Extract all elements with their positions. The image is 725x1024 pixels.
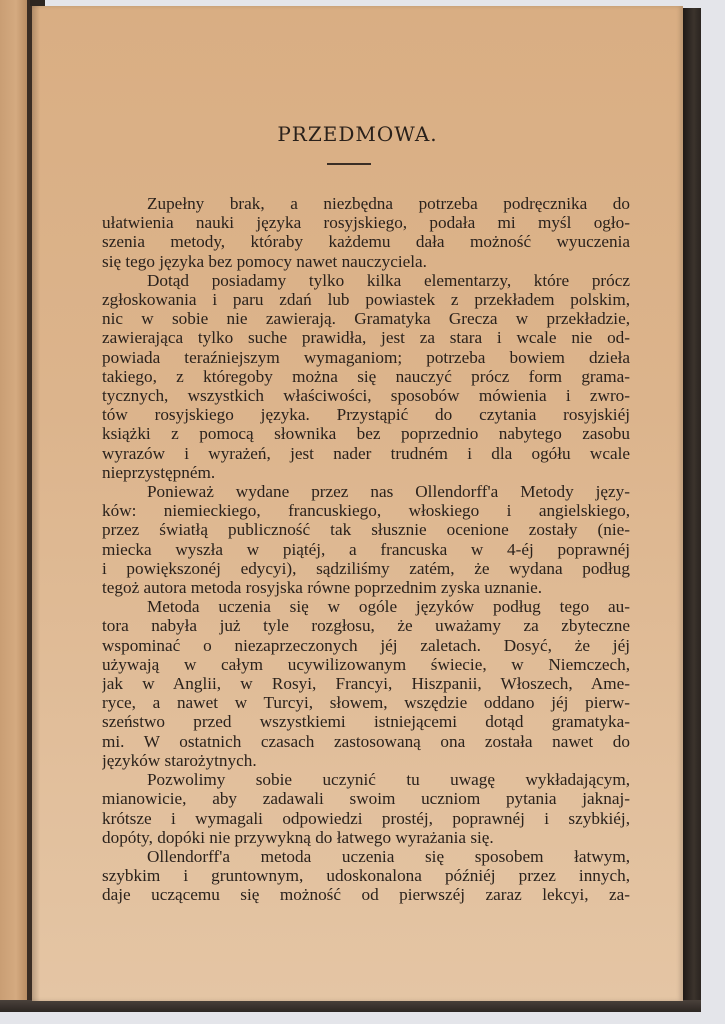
body-text: [102, 194, 630, 905]
text-line: się tego języka bez pomocy nawet nauczyciela.: [102, 251, 427, 271]
paragraph: [102, 847, 630, 905]
text-line: zgłoskowania i paru zdań lub powiastek z przekładem polskim,: [102, 290, 630, 310]
text-line: wyrazów i wyrażeń, jest nader trudném i dla ogółu wcale: [102, 443, 630, 463]
paragraph: [102, 482, 630, 597]
page-shadow: [32, 6, 40, 1001]
title-rule: [327, 163, 371, 165]
text-line: Ollendorff'a metoda uczenia się sposobem łatwym,: [147, 846, 630, 866]
book-cover-edge: [683, 8, 701, 1011]
paragraph: [102, 597, 630, 770]
book-page: [32, 6, 683, 1001]
paragraph: [102, 194, 630, 271]
paragraph: [102, 770, 630, 847]
text-line: nic w sobie nie zawierają. Gramatyka Grecza w przekładzie,: [102, 309, 630, 329]
paragraph: [102, 271, 630, 482]
text-line: szenia metody, któraby każdemu dała możność wyuczenia: [102, 232, 630, 252]
text-line: jak w Anglii, w Rosyi, Francyi, Hiszpanii, Włoszech, Ame-: [102, 674, 630, 694]
text-line: książki z pomocą słownika bez poprzednio nabytego zasobu: [102, 424, 630, 444]
text-line: mi. W ostatnich czasach zastosowaną ona została nawet do: [102, 731, 630, 751]
text-line: szybkim i gruntownym, udoskonalona późniéj przez innych,: [102, 866, 630, 886]
text-line: wspominać o niezaprzeczonych jéj zaletach. Dosyć, że jéj: [102, 635, 630, 655]
text-line: zawierająca tylko suche prawidła, jest za stara i wcale nie od-: [102, 328, 630, 348]
text-line: szeństwo przed wszystkiemi istniejącemi dotąd gramatyka-: [102, 712, 630, 732]
text-line: tegoż autora metoda rosyjska równe poprzednim zyska uznanie.: [102, 578, 543, 598]
text-line: Ponieważ wydane przez nas Ollendorff'a Metody języ-: [147, 482, 630, 502]
page-title: PRZEDMOWA.: [277, 122, 438, 146]
text-line: powiada teraźniejszym wymaganiom; potrzeba bowiem dzieła: [102, 347, 630, 367]
text-line: ków: niemieckiego, francuskiego, włoskiego i angielskiego,: [102, 501, 630, 521]
text-line: takiego, z któregoby można się nauczyć prócz form grama-: [102, 366, 630, 386]
text-line: przez światłą publiczność tak słusznie ocenione zostały (nie-: [102, 520, 630, 540]
text-line: nieprzystępném.: [102, 462, 216, 482]
text-line: Zupełny brak, a niezbędna potrzeba podręcznika do: [147, 194, 630, 213]
text-line: tycznych, wszystkich właściwości, sposobów mówienia i zwro-: [102, 386, 630, 406]
text-line: języków starożytnych.: [102, 750, 257, 770]
text-line: ryce, a nawet w Turcyi, słowem, wszędzie oddano jéj pierw-: [102, 693, 630, 713]
text-line: mianowicie, aby zadawali swoim uczniom pytania jaknaj-: [102, 789, 630, 809]
text-line: daje uczącemu się możność od pierwszéj zaraz lekcyi, za-: [102, 885, 630, 905]
text-line: tora nabyła już tyle rozgłosu, że uważamy za zbyteczne: [102, 616, 630, 636]
text-line: krótsze i wymagali odpowiedzi prostéj, poprawnéj i szybkiéj,: [102, 808, 630, 828]
text-line: dopóty, dopóki nie przywykną do łatwego wyrażania się.: [102, 827, 494, 847]
facing-page-edge: [0, 0, 27, 1005]
text-line: i powiększonéj edycyi), sądziliśmy zatém, że wydana podług: [102, 558, 630, 578]
book-cover-bottom: [0, 1000, 701, 1012]
text-line: Pozwolimy sobie uczynić tu uwagę wykładającym,: [147, 770, 630, 790]
text-line: Dotąd posiadamy tylko kilka elementarzy, które prócz: [147, 270, 630, 290]
text-line: tów rosyjskiego języka. Przystąpić do czytania rosyjskiéj: [102, 405, 630, 425]
text-line: miecka wyszła w piątéj, a francuska w 4-éj poprawnéj: [102, 539, 630, 559]
text-line: Metoda uczenia się w ogóle języków podług tego au-: [147, 597, 630, 617]
text-line: używają w całym ucywilizowanym świecie, w Niemczech,: [102, 654, 630, 674]
text-line: ułatwienia nauki języka rosyjskiego, podała mi myśl ogło-: [102, 213, 630, 233]
